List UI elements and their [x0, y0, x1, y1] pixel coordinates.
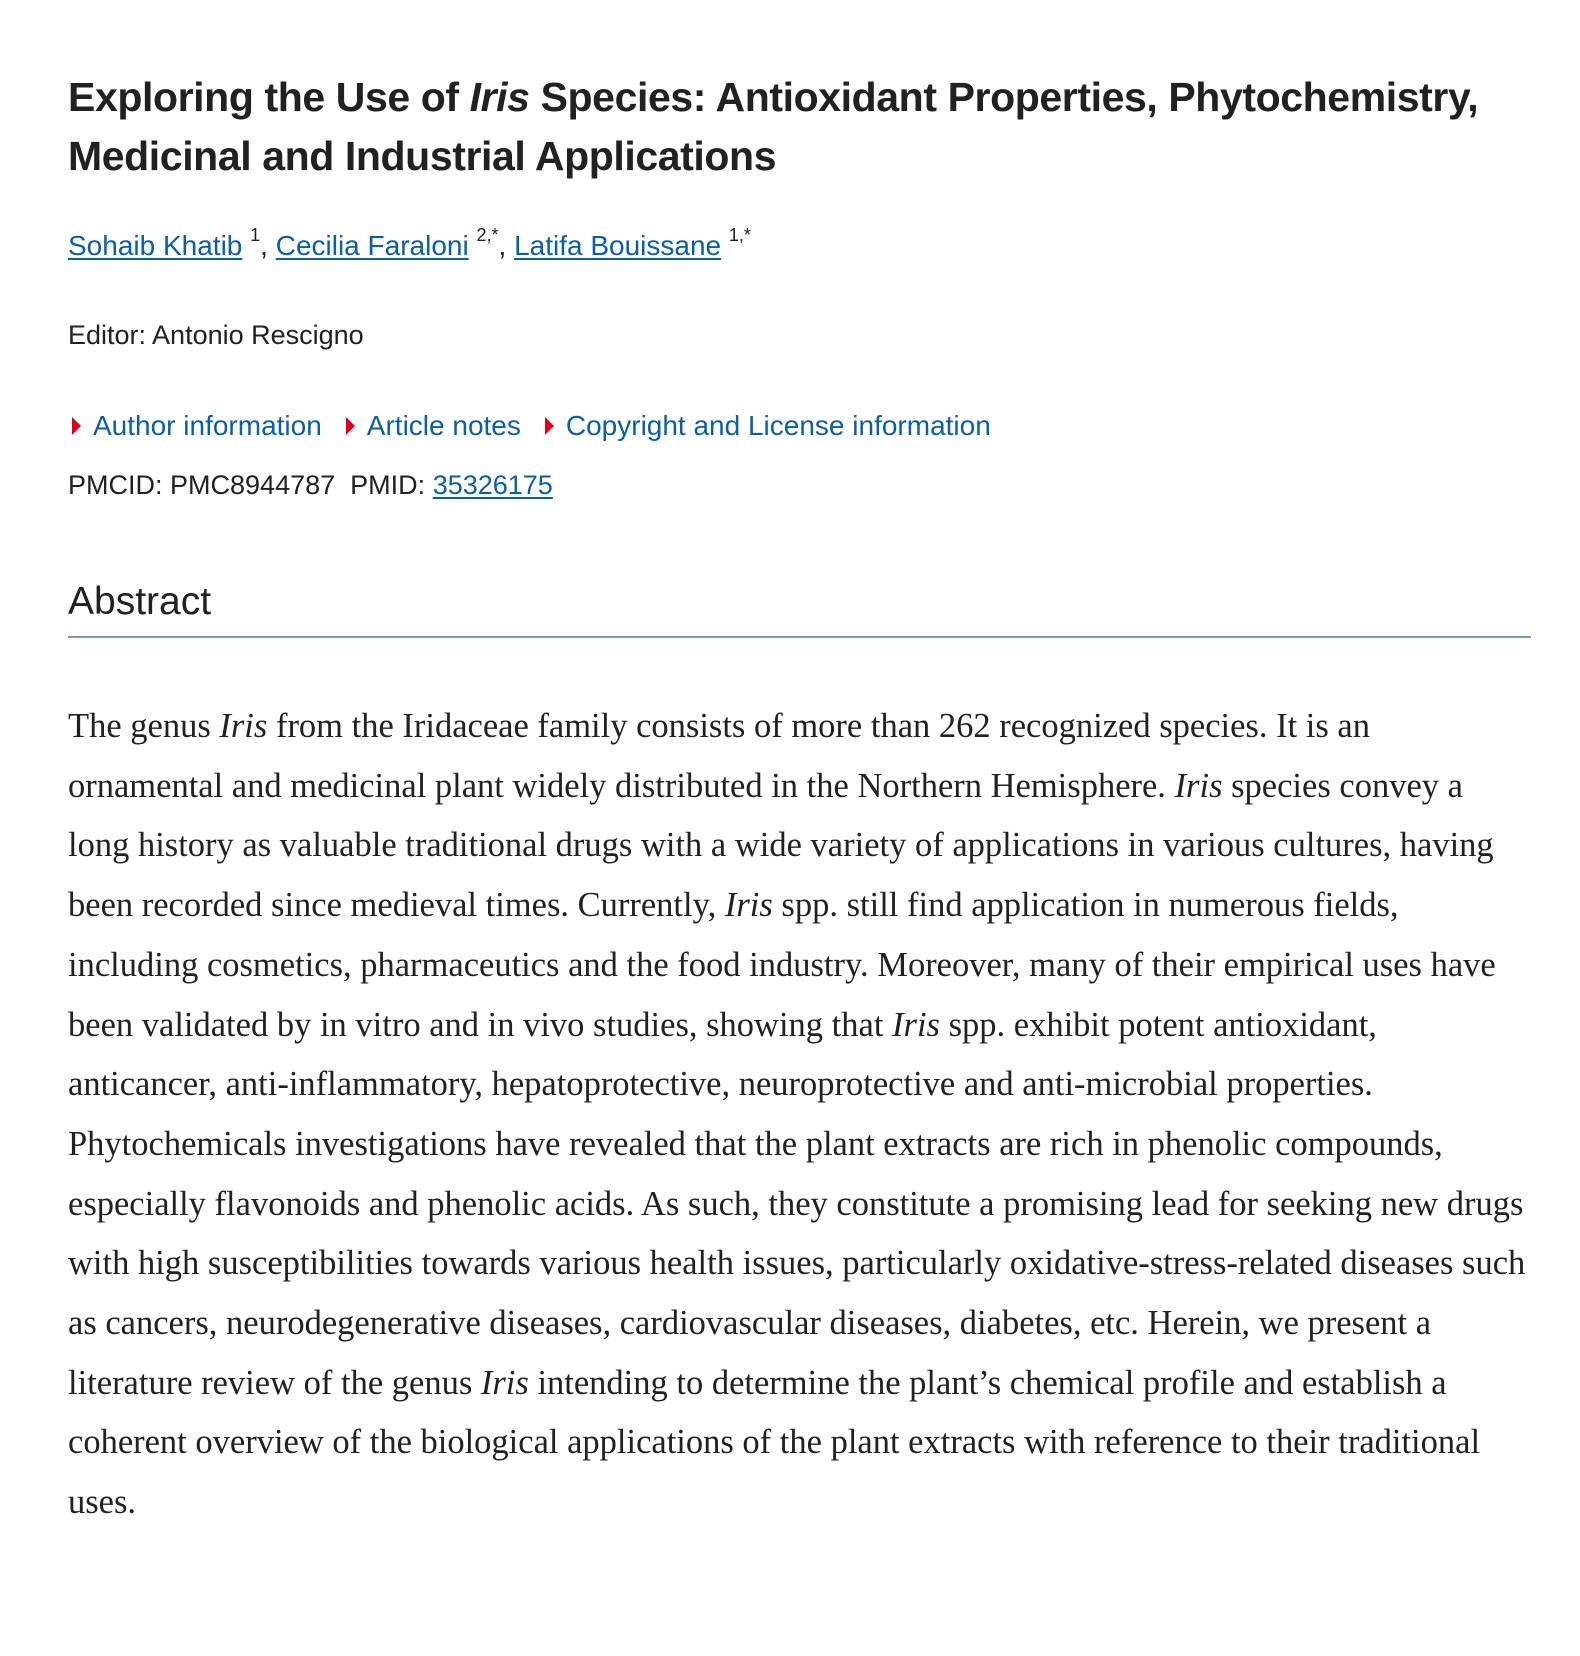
- caret-right-icon: [545, 417, 554, 435]
- abstract-text: [68, 697, 1531, 1533]
- pmid-label: PMID:: [350, 470, 426, 500]
- copyright-license-label: Copyright and License information: [565, 410, 991, 441]
- title-genus-italic: Iris: [469, 74, 530, 120]
- genus-italic: Iris: [892, 1005, 940, 1044]
- genus-italic: Iris: [480, 1363, 529, 1402]
- abstract-segment: species convey a long history as valuable traditional drugs with a wide variety of applications in various cultures, having been recorded since medieval times. Currently,: [68, 766, 1494, 925]
- copyright-license-toggle[interactable]: [541, 406, 991, 446]
- genus-italic: Iris: [219, 707, 268, 745]
- abstract-heading: Abstract: [68, 576, 1531, 638]
- caret-right-icon: [72, 417, 81, 435]
- article-notes-toggle[interactable]: [342, 406, 521, 446]
- pmid-link[interactable]: 35326175: [432, 470, 553, 500]
- author-affiliation: 1: [250, 225, 261, 245]
- abstract-segment: spp. exhibit potent antioxidant, anticancer, anti-inflammatory, hepatoprotective, neuroprotective and anti-microbial properties. Phytochemicals investigations have revealed that the plant extracts are rich in phenolic compounds, especially flavonoids and phenolic acids. As such, they constitute a promising lead for seeking new drugs with high susceptibilities towards various health issues, particularly oxidative-stress-related diseases such as cancers, neurodegenerative diseases, cardiovascular diseases, diabetes, etc. Herein, we present a literature review of the genus: [68, 1005, 1526, 1402]
- caret-right-icon: [346, 417, 355, 435]
- author-list: [68, 226, 751, 266]
- abstract-segment: The genus: [68, 707, 220, 745]
- pmcid-value: PMC8944787: [170, 470, 336, 500]
- author-separator: ,: [498, 230, 515, 261]
- title-part-1: Exploring the Use of: [68, 74, 470, 120]
- author-link-faraloni[interactable]: Cecilia Faraloni: [275, 230, 469, 261]
- author-information-toggle[interactable]: [68, 406, 322, 446]
- genus-italic: Iris: [1174, 766, 1223, 805]
- abstract-segment: intending to determine the plant’s chemical profile and establish a coherent overview of the biological applications of the plant extracts with reference to their traditional uses.: [68, 1363, 1481, 1522]
- title-part-2: Species: Antioxidant Properties, Phytochemistry, Medicinal and Industrial Applications: [68, 74, 1479, 179]
- article-identifiers: [68, 466, 553, 504]
- pmcid-label: PMCID:: [68, 470, 163, 500]
- editor-line: Editor: Antonio Rescigno: [68, 320, 364, 350]
- author-separator: ,: [260, 230, 276, 261]
- article-info-accordion: [68, 406, 991, 446]
- author-information-label: Author information: [93, 410, 322, 441]
- abstract-segment: from the Iridaceae family consists of more than 262 recognized species. It is an ornamental and medicinal plant widely distributed in the Northern Hemisphere.: [68, 707, 1370, 805]
- genus-italic: Iris: [724, 886, 773, 925]
- article-notes-label: Article notes: [366, 410, 521, 441]
- author-affiliation: 1,*: [728, 225, 751, 245]
- author-link-bouissane[interactable]: Latifa Bouissane: [514, 230, 722, 261]
- article-title: [68, 68, 1531, 186]
- abstract-segment: spp. still find application in numerous fields, including cosmetics, pharmaceutics and the food industry. Moreover, many of their empirical uses have been validated by in vitro and in vivo studies, showing that: [68, 886, 1496, 1044]
- author-affiliation: 2,*: [476, 225, 499, 245]
- author-link-khatib[interactable]: Sohaib Khatib: [68, 230, 243, 261]
